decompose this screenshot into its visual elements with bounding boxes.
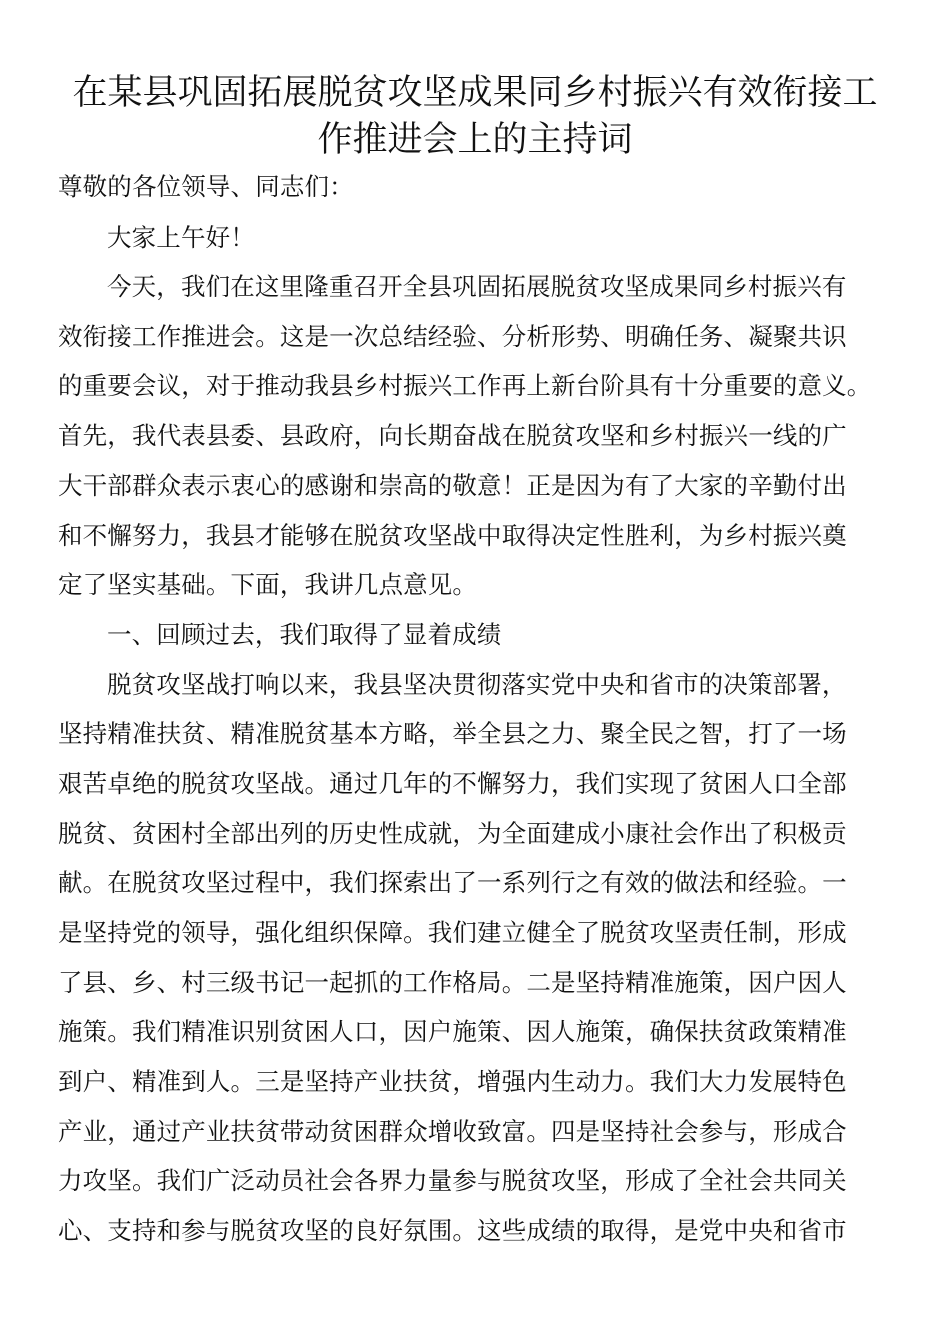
body-line-15: 施策。我们精准识别贫困人口，因户施策、因人施策，确保扶贫政策精准 <box>58 1017 847 1046</box>
body-line-7: 定了坚实基础。下面，我讲几点意见。 <box>58 570 478 599</box>
body-line-12: 献。在脱贫攻坚过程中，我们探索出了一系列行之有效的做法和经验。一 <box>58 868 847 897</box>
salutation: 尊敬的各位领导、同志们： <box>58 172 354 201</box>
body-line-6: 和不懈努力，我县才能够在脱贫攻坚战中取得决定性胜利，为乡村振兴奠 <box>58 521 847 550</box>
body-line-19: 心、支持和参与脱贫攻坚的良好氛围。这些成绩的取得，是党中央和省市 <box>58 1216 847 1245</box>
body-line-18: 力攻坚。我们广泛动员社会各界力量参与脱贫攻坚，形成了全社会共同关 <box>58 1166 847 1195</box>
body-line-17: 产业，通过产业扶贫带动贫困群众增收致富。四是坚持社会参与，形成合 <box>58 1117 847 1146</box>
document-title-line-2: 作推进会上的主持词 <box>317 120 633 160</box>
greeting: 大家上午好！ <box>107 223 255 252</box>
body-line-9: 坚持精准扶贫、精准脱贫基本方略，举全县之力、聚全民之智，打了一场 <box>58 719 847 748</box>
body-line-1: 今天，我们在这里隆重召开全县巩固拓展脱贫攻坚成果同乡村振兴有 <box>107 272 847 301</box>
body-line-14: 了县、乡、村三级书记一起抓的工作格局。二是坚持精准施策，因户因人 <box>58 968 847 997</box>
body-line-13: 是坚持党的领导，强化组织保障。我们建立健全了脱贫攻坚责任制，形成 <box>58 918 847 947</box>
document-title-line-1: 在某县巩固拓展脱贫攻坚成果同乡村振兴有效衔接工 <box>72 73 878 113</box>
body-line-3: 的重要会议，对于推动我县乡村振兴工作再上新台阶具有十分重要的意义。 <box>58 371 872 400</box>
body-line-8: 脱贫攻坚战打响以来，我县坚决贯彻落实党中央和省市的决策部署， <box>107 670 847 699</box>
body-line-11: 脱贫、贫困村全部出列的历史性成就，为全面建成小康社会作出了积极贡 <box>58 819 847 848</box>
section-heading-1: 一、回顾过去，我们取得了显着成绩 <box>107 620 502 649</box>
body-line-16: 到户、精准到人。三是坚持产业扶贫，增强内生动力。我们大力发展特色 <box>58 1067 847 1096</box>
body-line-4: 首先，我代表县委、县政府，向长期奋战在脱贫攻坚和乡村振兴一线的广 <box>58 421 847 450</box>
body-line-2: 效衔接工作推进会。这是一次总结经验、分析形势、明确任务、凝聚共识 <box>58 322 847 351</box>
body-line-5: 大干部群众表示衷心的感谢和崇高的敬意！正是因为有了大家的辛勤付出 <box>58 471 847 500</box>
body-line-10: 艰苦卓绝的脱贫攻坚战。通过几年的不懈努力，我们实现了贫困人口全部 <box>58 769 847 798</box>
